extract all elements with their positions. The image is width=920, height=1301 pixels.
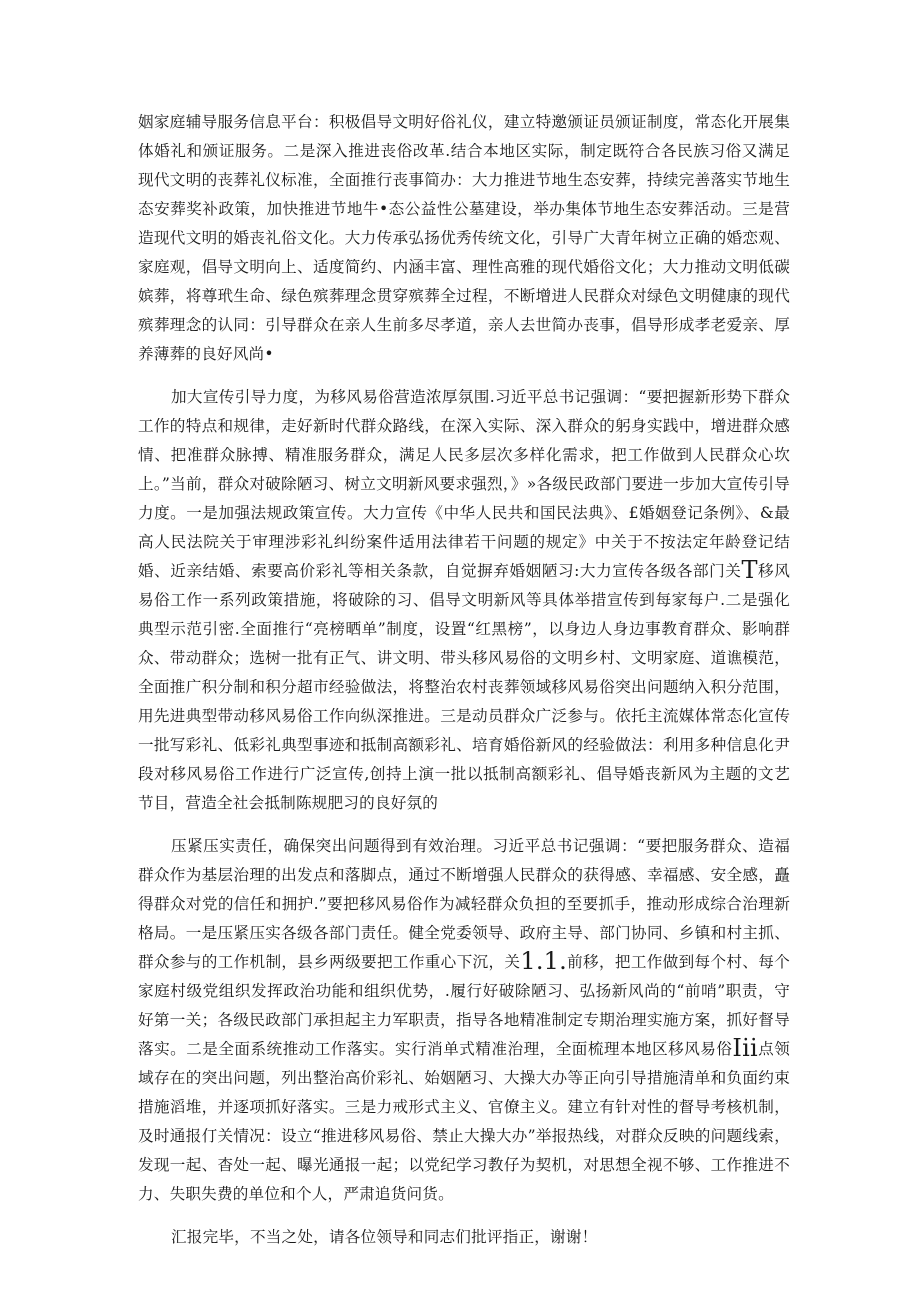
paragraph-marriage-funeral-reform: 姻家庭辅导服务信息平台：积极倡导文明好俗礼仪，建立特邀颁证员颁证制度，常态化开展集体婚礼和颁证服务。二是深入推进丧俗改革.结合本地区实际，制定既符合各民族习俗又满足现代文明的丧葬礼仪标准，全面推行丧事简办：大力推进节地生态安葬，持续完善落实节地生态安葬奖补政策，加快推进节地牛•态公益性公墓建设，举办集体节地生态安葬活动。三是营造现代文明的婚丧礼俗文化。大力传承弘扬优秀传统文化，引导广大青年树立正确的婚恋观、家庭观，倡导文明向上、适度简约、内涵丰富、理性高雅的现代婚俗文化；大力推动文明低碳嫔葬，将尊玳生命、绿色殡葬理念贯穿殡葬全过程，不断增进人民群众对绿色文明健康的现代殡葬理念的认同：引导群众在亲人生前多尽孝道，亲人去世简办丧事，倡导形成孝老爱亲、厚养薄葬的良好风尚•	[138, 113, 790, 363]
document-page	[138, 108, 790, 1266]
paragraph-responsibility-text: 压紧压实责任，确保突出问题得到有效治理。习近平总书记强调：“要把服务群众、造福群众作为基层治理的出发点和落脚点，通过不断增强人民群众的获得感、幸福感、安全感，矗得群众对党的信任和拥护.”要把移风易俗作为减轻群众负担的至要抓手，推动形成综合治理新格局。一是压紧压实各级各部门责任。健全党委领导、政府主导、部门协同、乡镇和村主抓、群众参与的工作机制，县乡两级要把工作重心下沉，关	[138, 837, 790, 971]
ocr-large-glyph: 1.1.	[520, 947, 567, 975]
ocr-large-glyph: Iii	[732, 1034, 758, 1062]
paragraph-responsibility-text-mid: 前移，把工作做到每个村、每个家庭村级党组织发挥政治功能和组织优势，.履行好破除陋习、弘扬新风尚的“前哨”职责，守好第一关；各级民政部门承担起主力军职责，指导各地精准制定专期治理实施方案，抓好督导落实。二是全面系统推动工作落实。实行消单式精准治理，全面梳理本地区移风易俗	[138, 953, 790, 1058]
paragraph-responsibility-text-cont: 点领域存在的突出问题，列出整治高价彩礼、始姻陋习、大操大办等正向引导措施清单和负面约束措施滔堆，并逐项抓好落实。三是力戒形式主义、官僚主义。建立有针对性的督导考核机制，及时通报仃关情况：设立“推进移风易俗、禁止大操大办”举报热线，对群众反映的问题线索，发现一起、杳处一起、曝光通报一起；以党纪学习教仔为契机，对思想全视不够、工作推进不力、失职失费的单位和个人，严肃追货问货。	[138, 1040, 790, 1203]
paragraph-publicity-text: 加大宣传引导力度，为移风易俗营造浓厚氛围.习近平总书记强调：“要把握新形势下群众工作的特点和规律，走好新时代群众路线，在深入实际、深入群众的躬身实践中，增进群众感情、把准群众脉搏、精准服务群众，满足人民多层次多样化需求，把工作做到人民群众心坎上。”当前，群众对破除陋习、树立文明新风要求强烈，》»各级民政部门要进一步加大宣传引导力度。一是加强法规政策宣传。大力宣传《中华人民共和国民法典》、£婚姻登记条例》、&最高人民法院关于审理涉彩礼纠纷案件适用法律若干问题的规定》中关于不按法定年龄登记结婚、近亲结婚、索要高价彩礼等相关条款，自觉摒弃婚姻陋习:大力宣传各级各部门关	[138, 388, 790, 580]
paragraph-publicity-guidance	[138, 383, 790, 818]
paragraph-responsibility	[138, 832, 790, 1209]
paragraph-publicity-text-cont: 移风易俗工作一系列政策措施，将破除的习、倡导文明新风等具体举措宣传到每家每户.二是强化典型示范引密.全面推行“亮榜晒单”制度，设置“红黑榜”，以身边人身边事教育群众、影响群众、带动群众；选树一批有正气、讲文明、带头移风易俗的文明乡村、文明家庭、道谯模范，全面推广积分制和积分超市经验做法，将整治农村丧葬领域移风易俗突出问题纳入积分范围，用先进典型带动移风易俗工作向纵深推进。三是动员群众广泛参与。依托主流媒体常态化宣传一批写彩礼、低彩礼典型事迹和抵制高额彩礼、培育婚俗新风的经验做法：利用多种信息化尹段对移风易俗工作进行广泛宣传,创持上演一批以抵制高额彩礼、倡导婚丧新风为主题的文艺节目，营造全社会抵制陈规肥习的良好氛的	[138, 562, 790, 812]
ocr-large-glyph: T	[741, 556, 758, 584]
paragraph-closing: 汇报完毕，不当之处，请各位领导和同志们批评指正，谢谢！	[171, 1228, 598, 1246]
